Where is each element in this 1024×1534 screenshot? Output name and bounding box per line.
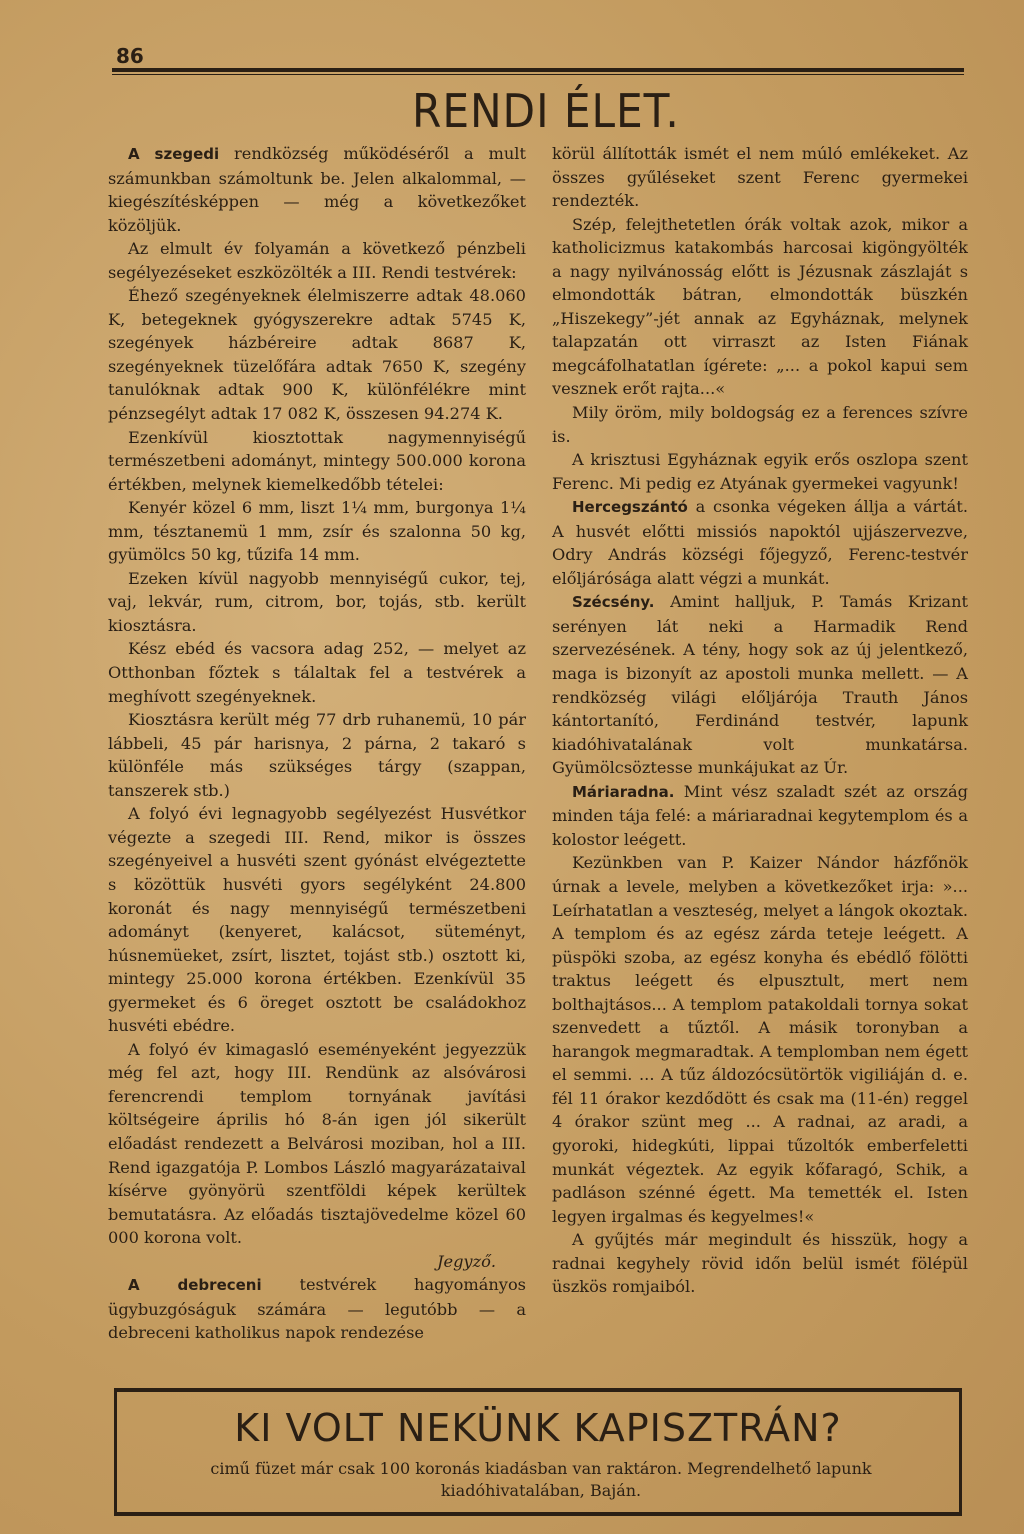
paragraph <box>552 851 968 1228</box>
paragraph <box>108 567 526 638</box>
left-column <box>108 142 526 1345</box>
paragraph-lead: Máriaradna. <box>572 782 675 801</box>
paragraph <box>552 401 968 448</box>
paragraph <box>552 1228 968 1299</box>
paragraph <box>108 1038 526 1250</box>
paragraph <box>552 213 968 401</box>
paragraph <box>108 237 526 284</box>
paragraph <box>552 495 968 590</box>
paragraph <box>108 1250 526 1274</box>
paragraph-text: Az elmult év folyamán a következő pénzbeli segélyezéseket eszközölték a III. Rendi testvérek: <box>108 239 526 282</box>
paragraph-text: Kiosztásra került még 77 drb ruhanemü, 10 pár lábbeli, 45 pár harisnya, 2 párna, 2 takaró s különféle más szükséges tárgy (szappan, tanszerek stb.) <box>108 710 526 800</box>
advertisement-box <box>114 1388 962 1516</box>
paragraph-text: Mily öröm, mily boldogság ez a ferences szívre is. <box>552 403 968 446</box>
paragraph-lead: A debreceni <box>128 1276 262 1295</box>
paragraph <box>108 426 526 497</box>
paragraph <box>108 802 526 1037</box>
paragraph <box>108 496 526 567</box>
paragraph-text: körül állították ismét el nem múló emlékeket. Az összes gyűléseket szent Ferenc gyermekei rendezték. <box>552 144 968 211</box>
paragraph-text: a csonka végeken állja a vártát. A husvét előtti missiós napoktól ujjászervezve, Odry András községi főjegyző, Ferenc-testvér előljárósága alatt végzi a munkát. <box>552 497 968 588</box>
paragraph-lead: A szegedi <box>128 145 220 163</box>
paragraph <box>108 1273 526 1345</box>
paragraph <box>552 590 968 779</box>
paragraph-text: A gyűjtés már megindult és hisszük, hogy a radnai kegyhely rövid időn belül ismét fölépül üszkös romjaiból. <box>552 1230 968 1297</box>
paragraph <box>552 780 968 852</box>
page-number: 86 <box>116 44 144 68</box>
paragraph <box>108 142 526 237</box>
paragraph <box>108 708 526 802</box>
paragraph <box>552 142 968 213</box>
paragraph-text: Ezenkívül kiosztottak nagymennyiségű természetbeni adományt, mintegy 500.000 korona értékben, melynek kiemelkedőbb tételei: <box>108 427 526 494</box>
paragraph <box>552 448 968 495</box>
paragraph-lead: Szécsény. <box>572 593 655 612</box>
paragraph-text: Kezünkben van P. Kaizer Nándor házfőnök úrnak a levele, melyben a következőket irja: »... Leírhatatlan a veszteség, melyet a lángok okoztak. A templom és az egész zárda teteje leégett. A püspöki szoba, az egész konyha és ebédlő fölötti traktus leégett és elpusztult, mert nem bolthajtásos... A templom patakoldali tornya sokat szenvedett a tűztől. A másik toronyban a harangok megmaradtak. A templomban nem égett el semmi. ... A tűz áldozócsütörtök vigiliáján d. e. fél 11 órakor kezdődött és csak ma (11-én) reggel 4 órakor szünt meg ... A radnai, az aradi, a gyoroki, hidegkúti, lippai tűzoltók emberfeletti munkát végeztek. Az egyik kőfaragó, Schik, a padláson szénné égett. Ma temették el. Isten legyen irgalmas és kegyelmes!« <box>552 853 968 1226</box>
advertisement-text: cimű füzet már csak 100 koronás kiadásban van raktáron. Megrendelhető lapunk kiadóhivatalában, Baján. <box>210 1459 872 1500</box>
paragraph <box>108 637 526 708</box>
paragraph-text: rendközség működéséről a mult számunkban számoltunk be. Jelen alkalommal, — kiegészítésképpen — még a következőket közöljük. <box>108 144 526 235</box>
page-title: RENDI ÉLET. <box>412 84 680 138</box>
advertisement-headline: KI VOLT NEKÜNK KAPISZTRÁN? <box>234 1406 842 1450</box>
paragraph-text: A folyó évi legnagyobb segélyezést Husvétkor végezte a szegedi III. Rend, mikor is összes szegényeivel a husvéti szent gyónást elvégeztette s közöttük husvéti gyors segélyként 24.800 koronát és nagy mennyiségű természetbeni adományt (kenyeret, kalácsot, süteményt, húsnemüeket, zsírt, lisztet, tojást stb.) osztott ki, mintegy 25.000 korona értékben. Ezenkívül 35 gyermeket és 6 öreget osztott be családokhoz husvéti ebédre. <box>108 804 526 1036</box>
paragraph-text: Kenyér közel 6 mm, liszt 1¼ mm, burgonya 1¼ mm, tésztanemü 1 mm, zsír és szalonna 50 kg, gyümölcs 50 kg, tűzifa 14 mm. <box>108 498 526 565</box>
paragraph-text: A folyó év kimagasló eseményeként jegyezzük még fel azt, hogy III. Rendünk az alsóvárosi ferencrendi templom tornyának javítási költségeire április hó 8-án igen jól sikerült előadást rendezett a Belvárosi moziban, hol a III. Rend igazgatója P. Lombos László magyarázataival kísérve gyönyörü szentföldi képek kerültek bemutatásra. Az előadás tisztajövedelme közel 60 000 korona volt. <box>108 1039 526 1248</box>
paragraph-text: testvérek hagyományos ügybuzgóságuk számára — legutóbb — a debreceni katholikus napok rendezése <box>108 1275 526 1343</box>
paragraph-text: Amint halljuk, P. Tamás Krizant serényen lát neki a Harmadik Rend szervezésének. A tény, hogy sok az új jelentkező, maga is bizonyít az apostoli munka mellett. — A rendközség világi előljárója Trauth János kántortanító, Ferdinánd testvér, lapunk kiadóhivatalának volt munkatársa. Gyümölcsöztesse munkájukat az Úr. <box>552 592 968 778</box>
paragraph-lead: Hercegszántó <box>572 498 688 517</box>
paragraph <box>108 284 526 425</box>
top-rule <box>112 68 964 72</box>
paragraph-text: Szép, felejthetetlen órák voltak azok, mikor a katholicizmus katakombás harcosai kigöngyölték a nagy nyilvánosság előtt is Jézusnak zászlaját s elmondották bátran, elmondották büszkén „Hiszekegy”-jét annak az Egyháznak, melynek talapzatán ott virraszt az Isten Fiának megcáfolhatatlan ígérete: „... a pokol kapui sem vesznek erőt rajta...« <box>552 214 968 399</box>
paragraph-text: Ezeken kívül nagyobb mennyiségű cukor, tej, vaj, lekvár, rum, citrom, bor, tojás, stb. került kiosztásra. <box>108 568 526 635</box>
paragraph-text: Éhező szegényeknek élelmiszerre adtak 48.060 K, betegeknek gyógyszerekre adtak 5745 K, szegények házbéreire adtak 8687 K, szegényeknek tüzelőfára adtak 7650 K, szegény tanulóknak adtak 900 K, különfélékre mint pénzsegélyt adtak 17 082 K, összesen 94.274 K. <box>108 286 526 424</box>
right-column <box>552 142 968 1299</box>
paragraph-text: Jegyző. <box>437 1251 496 1271</box>
paragraph-text: A krisztusi Egyháznak egyik erős oszlopa szent Ferenc. Mi pedig ez Atyának gyermekei vagyunk! <box>552 450 968 493</box>
paragraph-text: Kész ebéd és vacsora adag 252, — melyet az Otthonban főztek s tálaltak fel a testvérek a meghívott szegényeknek. <box>108 639 526 706</box>
paragraph-text: Mint vész szaladt szét az ország minden tája felé: a máriaradnai kegytemplom és a kolostor leégett. <box>552 781 968 849</box>
